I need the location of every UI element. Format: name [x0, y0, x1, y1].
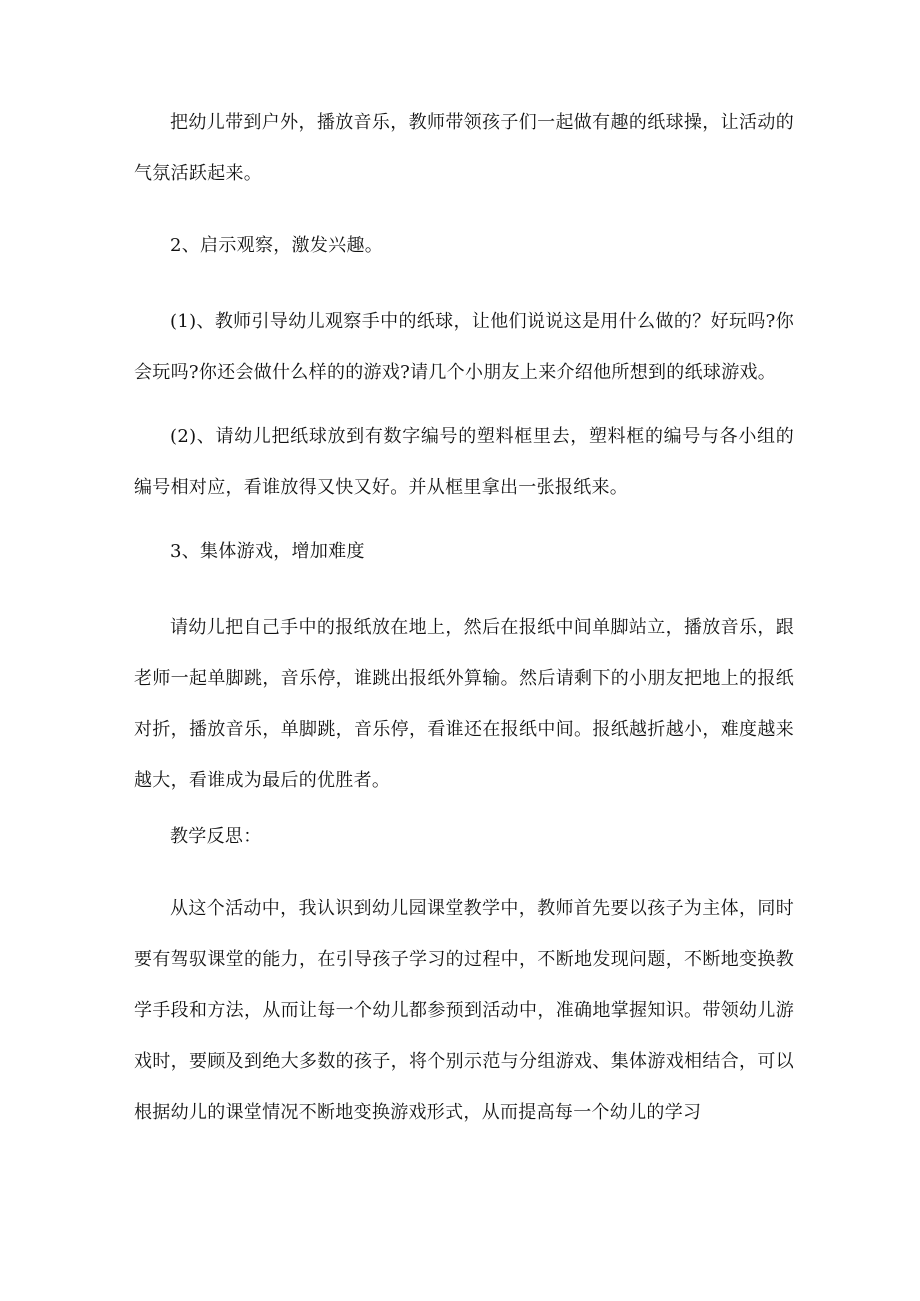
paragraph-group-game: 请幼儿把自己手中的报纸放在地上，然后在报纸中间单脚站立，播放音乐，跟老师一起单脚跳，音乐停，谁跳出报纸外算输。然后请剩下的小朋友把地上的报纸对折，播放音乐，单脚跳，音乐停，看谁还在报纸中间。报纸越折越小，难度越来越大，看谁成为最后的优胜者。 [134, 617, 794, 791]
paragraph-reflection: 从这个活动中，我认识到幼儿园课堂教学中，教师首先要以孩子为主体，同时要有驾驭课堂的能力，在引导孩子学习的过程中，不断地发现问题，不断地变换教学手段和方法，从而让每一个幼儿都参预到活动中，准确地掌握知识。带领幼儿游戏时，要顾及到绝大多数的孩子，将个别示范与分组游戏、集体游戏相结合，可以根据幼儿的课堂情况不断地变换游戏形式，从而提高每一个幼儿的学习 [134, 898, 794, 1123]
paragraph-intro-outdoor: 把幼儿带到户外，播放音乐，教师带领孩子们一起做有趣的纸球操，让活动的气氛活跃起来。 [134, 112, 794, 184]
paragraph-step-2-1: (1)、教师引导幼儿观察手中的纸球，让他们说说这是用什么做的？好玩吗?你会玩吗?你还会做什么样的的游戏?请几个小朋友上来介绍他所想到的纸球游戏。 [134, 311, 794, 383]
heading-reflection: 教学反思： [170, 826, 262, 847]
paragraph-step-2-2: (2)、请幼儿把纸球放到有数字编号的塑料框里去，塑料框的编号与各小组的编号相对应，看谁放得又快又好。并从框里拿出一张报纸来。 [134, 426, 794, 498]
heading-step-2: 2、启示观察，激发兴趣。 [170, 235, 384, 256]
heading-step-3: 3、集体游戏，增加难度 [170, 541, 365, 562]
